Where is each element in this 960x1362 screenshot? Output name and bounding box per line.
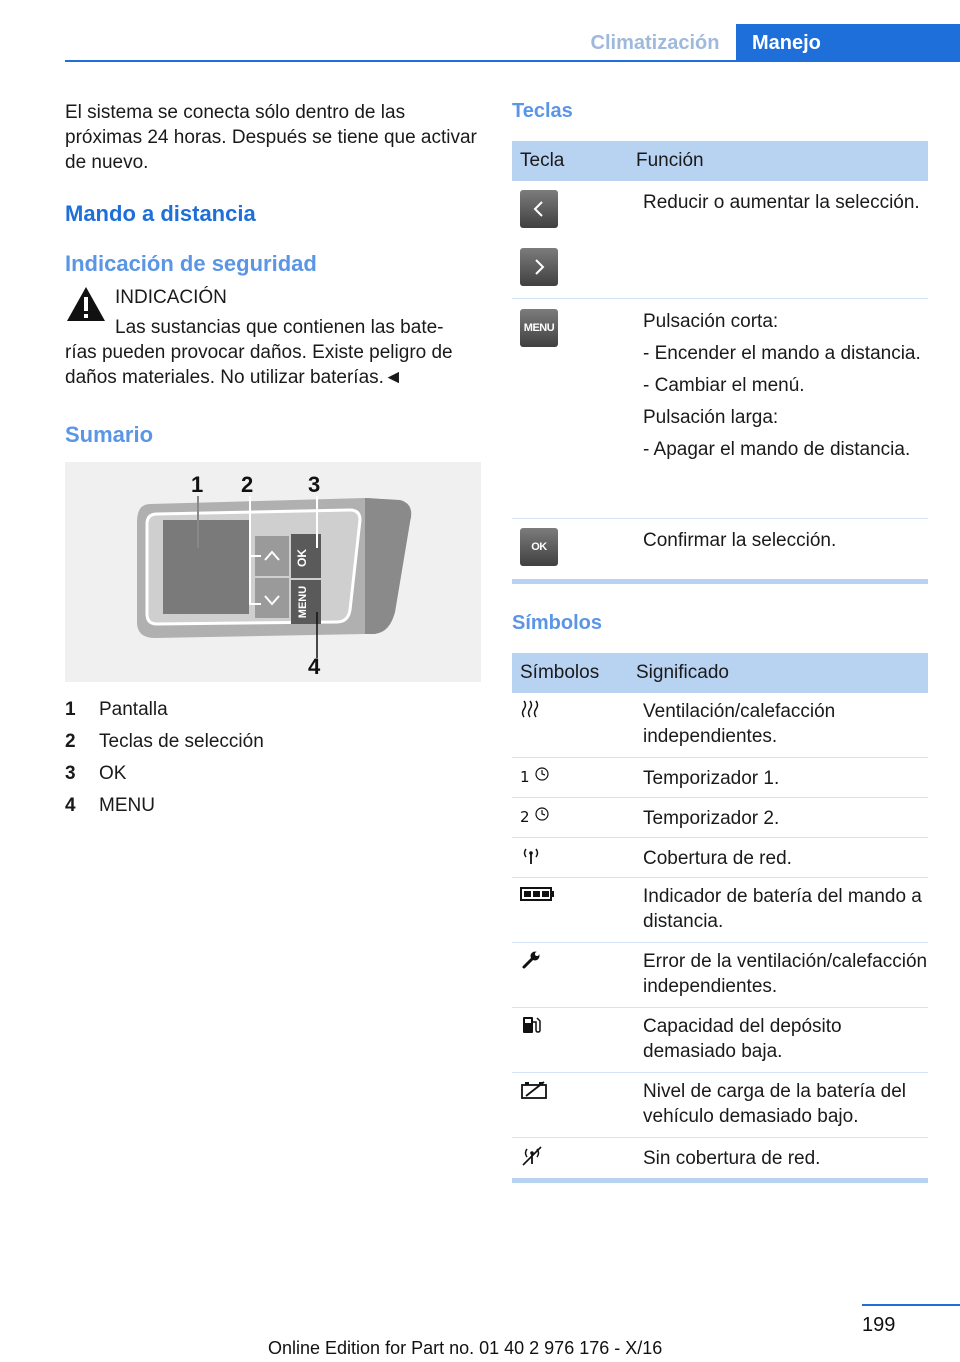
timer-number: 2 [520, 808, 530, 826]
legend-item [65, 726, 481, 758]
footer-rule [862, 1304, 960, 1306]
table-row [512, 181, 928, 299]
timer-2-icon [534, 806, 550, 822]
keys-table-header [512, 141, 928, 181]
legend-text: Pantalla [99, 699, 168, 720]
meaning-cell [643, 949, 928, 1007]
table-row [512, 693, 928, 758]
callout-3: 3 [308, 472, 321, 497]
function-cell [643, 309, 928, 518]
function-cell [643, 190, 928, 298]
meaning-cell [643, 846, 928, 877]
meaning-cell [643, 1146, 928, 1178]
legend-number: 4 [65, 795, 76, 816]
symbols-table-header [512, 653, 928, 693]
right-arrow-key-icon [520, 248, 558, 286]
symbols-table-end [512, 1178, 928, 1183]
safety-text-2: rías pueden provocar daños. Existe peligro de daños materiales. No utilizar baterías.◄ [65, 342, 453, 388]
meaning-text: Cobertura de red. [643, 848, 792, 869]
function-text: Pulsación larga: [643, 407, 779, 428]
meaning-cell [643, 884, 928, 942]
symbol-cell [512, 1079, 643, 1137]
no-signal-icon [520, 1146, 544, 1166]
keys-table-end [512, 579, 928, 584]
key-cell [512, 528, 643, 579]
table-row [512, 519, 928, 579]
symbols-heading: Símbolos [512, 612, 603, 634]
symbol-cell [512, 699, 643, 757]
function-text: Pulsación corta: [643, 311, 779, 332]
ok-key-label: OK [295, 549, 309, 567]
chapter-tab[interactable]: Manejo [736, 24, 960, 62]
symbols-table [512, 653, 928, 1183]
function-text: - Apagar el mando de distancia. [643, 439, 911, 460]
intro-paragraph: El sistema se conecta sólo dentro de las próximas 24 horas. Después se tiene que activar de nuevo. [65, 102, 477, 173]
figure-legend [65, 694, 481, 822]
symbol-cell [512, 846, 643, 877]
legend-number: 3 [65, 763, 76, 784]
remote-control-drawing [65, 462, 481, 682]
meaning-text: Nivel de carga de la batería del vehículo demasiado bajo. [643, 1081, 906, 1127]
safety-notice [65, 285, 481, 390]
meaning-cell [643, 766, 928, 797]
left-arrow-key-icon [520, 190, 558, 228]
timer-number: 1 [520, 768, 530, 786]
symbol-cell [512, 949, 643, 1007]
table-row [512, 838, 928, 878]
symbol-cell [512, 766, 643, 797]
remote-control-figure [65, 462, 481, 682]
section-tab[interactable]: Climatización [574, 24, 736, 62]
page-number: 199 [862, 1314, 896, 1336]
legend-item [65, 790, 481, 822]
symbol-cell [512, 1014, 643, 1072]
vehicle-battery-icon [520, 1079, 550, 1101]
symbol-cell [512, 806, 643, 837]
table-row [512, 943, 928, 1008]
legend-text: OK [99, 763, 127, 784]
function-text: - Cambiar el menú. [643, 375, 805, 396]
remote-heading: Mando a distancia [65, 201, 256, 226]
edition-note: Online Edition for Part no. 01 40 2 976 176 - X/16 [268, 1338, 663, 1358]
callout-2: 2 [241, 472, 254, 497]
legend-item [65, 694, 481, 726]
key-cell [512, 190, 643, 298]
warning-icon [65, 285, 107, 323]
battery-icon [520, 884, 556, 904]
keys-col-key: Tecla [520, 150, 565, 171]
safety-label: INDICACIÓN [115, 287, 227, 308]
callout-4: 4 [308, 654, 321, 679]
keys-heading: Teclas [512, 100, 573, 122]
timer-1-icon [534, 766, 550, 782]
symbol-cell [512, 884, 643, 942]
legend-number: 1 [65, 699, 76, 720]
table-row [512, 1073, 928, 1138]
table-row [512, 1138, 928, 1178]
legend-number: 2 [65, 731, 76, 752]
meaning-text: Ventilación/calefacción independientes. [643, 701, 836, 747]
keys-col-function: Función [636, 150, 704, 171]
function-text: Reducir o aumentar la selección. [643, 192, 920, 213]
table-row [512, 1008, 928, 1073]
meaning-text: Capacidad del depósito demasiado baja. [643, 1016, 842, 1062]
safety-heading: Indicación de seguridad [65, 251, 317, 276]
meaning-text: Temporizador 1. [643, 768, 780, 789]
legend-item [65, 758, 481, 790]
table-row [512, 798, 928, 838]
meaning-cell [643, 699, 928, 757]
menu-key-icon: MENU [520, 309, 558, 347]
meaning-text: Indicador de batería del mando a distancia. [643, 886, 922, 932]
fuel-icon [520, 1014, 542, 1036]
symbols-col-symbol: Símbolos [520, 662, 600, 683]
table-row [512, 878, 928, 943]
meaning-text: Sin cobertura de red. [643, 1148, 821, 1169]
ventilation-icon [520, 699, 542, 719]
function-text: Confirmar la selección. [643, 530, 837, 551]
right-column [512, 100, 928, 1183]
symbols-col-meaning: Significado [636, 662, 729, 683]
meaning-cell [643, 1014, 928, 1072]
wrench-icon [520, 949, 542, 971]
meaning-text: Error de la ventilación/calefacción independientes. [643, 951, 928, 997]
keys-table [512, 141, 928, 584]
meaning-cell [643, 806, 928, 837]
left-column [65, 100, 481, 822]
symbol-cell [512, 1146, 643, 1178]
table-row [512, 758, 928, 798]
overview-heading: Sumario [65, 422, 154, 447]
function-text: - Encender el mando a distancia. [643, 343, 921, 364]
header-rule [65, 60, 960, 62]
legend-text: Teclas de selección [99, 731, 264, 752]
callout-1: 1 [191, 472, 204, 497]
meaning-cell [643, 1079, 928, 1137]
meaning-text: Temporizador 2. [643, 808, 780, 829]
signal-icon [520, 846, 542, 866]
menu-key-label: MENU [297, 585, 309, 619]
table-row [512, 299, 928, 519]
ok-key-icon: OK [520, 528, 558, 566]
legend-text: MENU [99, 795, 155, 816]
key-cell [512, 309, 643, 518]
safety-text-1: Las sustancias que contienen las bate- [115, 317, 444, 338]
function-cell [643, 528, 928, 579]
